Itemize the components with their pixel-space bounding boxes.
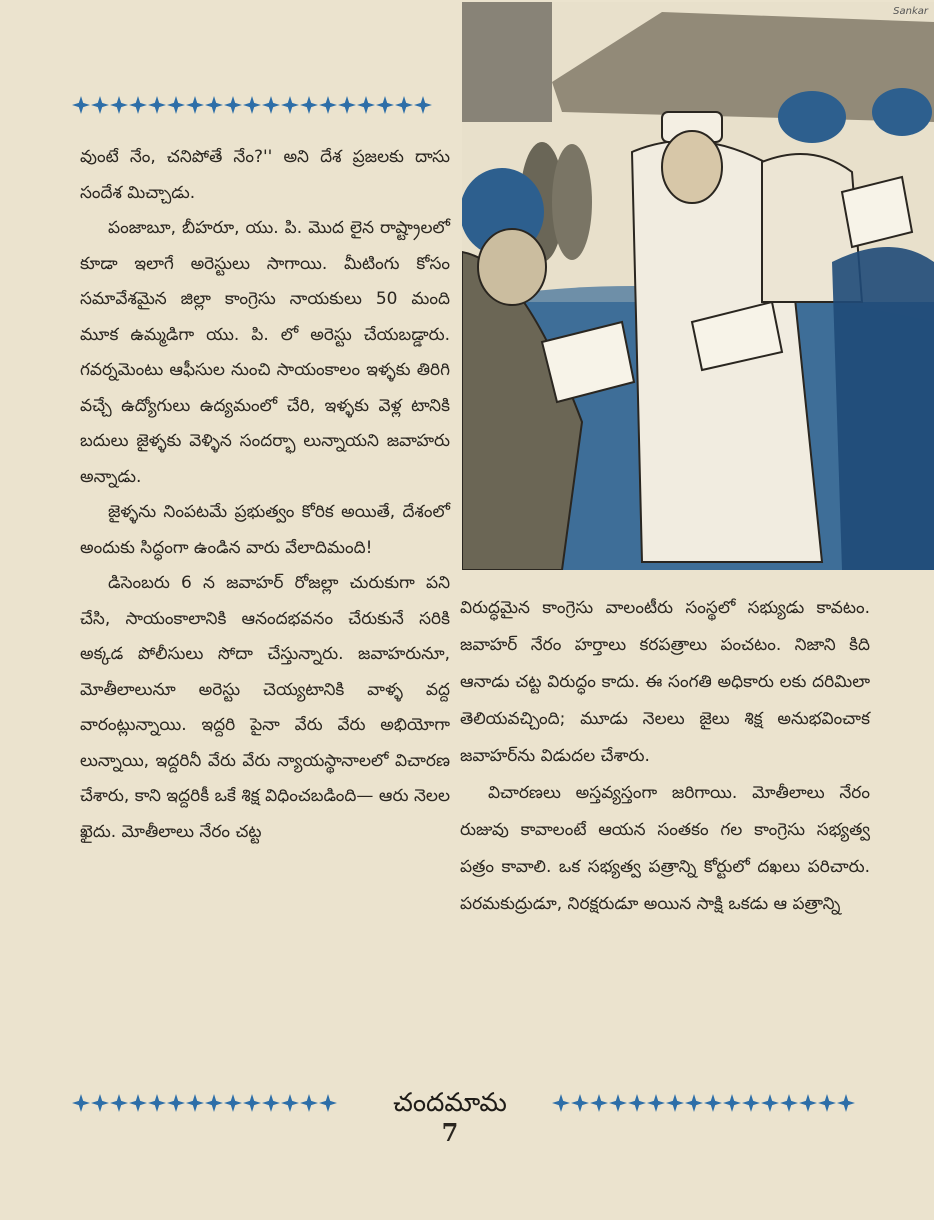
paragraph: వుంటే నేం, చనిపోతే నేం?'' అని దేశ ప్రజలకు దాసు సందేశ మిచ్చాడు. [80, 147, 450, 203]
left-text-column [80, 140, 450, 850]
ornament-star-icon [319, 96, 337, 114]
ornament-star-icon [799, 1094, 817, 1112]
ornament-star-icon [414, 96, 432, 114]
ornament-star-icon [666, 1094, 684, 1112]
ornament-star-icon [818, 1094, 836, 1112]
ornament-star-icon [338, 96, 356, 114]
ornament-star-icon [300, 96, 318, 114]
ornament-star-icon [685, 1094, 703, 1112]
ornament-star-icon [761, 1094, 779, 1112]
ornament-star-icon [704, 1094, 722, 1112]
ornament-star-icon [571, 1094, 589, 1112]
story-illustration [462, 2, 934, 570]
top-ornament-border [72, 96, 442, 116]
ornament-star-icon [590, 1094, 608, 1112]
ornament-star-icon [110, 1094, 128, 1112]
ornament-star-icon [129, 1094, 147, 1112]
ornament-star-icon [205, 1094, 223, 1112]
ornament-star-icon [224, 96, 242, 114]
page-number: 7 [441, 1118, 459, 1147]
ornament-star-icon [243, 96, 261, 114]
ornament-star-icon [628, 1094, 646, 1112]
paragraph: విచారణలు అస్తవ్యస్తంగా జరిగాయి. మోతీలాలు నేరం రుజువు కావాలంటే ఆయన సంతకం గల కాంగ్రెసు సభ్యత్వ పత్రం కావాలి. ఒక సభ్యత్వ పత్రాన్ని కోర్టులో దఖలు పరిచారు. పరమకుద్రుడూ, నిరక్షరుడూ అయిన సాక్షి ఒకడు ఆ పత్రాన్ని [460, 783, 870, 914]
ornament-star-icon [243, 1094, 261, 1112]
ornament-star-icon [148, 1094, 166, 1112]
footer-ornament-right [552, 1094, 870, 1114]
paragraph: జైళ్ళను నింపటమే ప్రభుత్వం కోరిక అయితే, దేశంలో అందుకు సిద్ధంగా ఉండిన వారు వేలాదిమంది! [80, 502, 450, 558]
ornament-star-icon [376, 96, 394, 114]
ornament-star-icon [319, 1094, 337, 1112]
paragraph: పంజాబూ, బీహరూ, యు. పి. మొద లైన రాష్ట్రాలలో కూడా ఇలాగే అరెస్టులు సాగాయి. మీటింగు కోసం సమావేశమైన జిల్లా కాంగ్రెసు నాయకులు 50 మంది మూక ఉమ్మడిగా యు. పి. లో అరెస్టు చేయబడ్డారు. గవర్నమెంటు ఆఫీసుల నుంచి సాయంకాలం ఇళ్ళకు తిరిగి వచ్చే ఉద్యోగులు ఉద్యమంలో చేరి, ఇళ్ళకు వెళ్ల టానికి బదులు జైళ్ళకు వెళ్ళిన సందర్భా లున్నాయని జవాహరు అన్నాడు. [80, 218, 450, 487]
ornament-star-icon [609, 1094, 627, 1112]
ornament-star-icon [110, 96, 128, 114]
ornament-star-icon [262, 96, 280, 114]
illustration-drawing [462, 2, 934, 570]
right-text-column [460, 590, 870, 923]
ornament-star-icon [148, 96, 166, 114]
ornament-star-icon [186, 96, 204, 114]
artist-signature: Sankar [893, 6, 928, 17]
ornament-star-icon [186, 1094, 204, 1112]
ornament-star-icon [780, 1094, 798, 1112]
ornament-star-icon [300, 1094, 318, 1112]
ornament-star-icon [167, 1094, 185, 1112]
ornament-star-icon [742, 1094, 760, 1112]
footer-ornament-left [72, 1094, 342, 1114]
ornament-star-icon [205, 96, 223, 114]
ornament-star-icon [647, 1094, 665, 1112]
ornament-star-icon [91, 96, 109, 114]
ornament-star-icon [552, 1094, 570, 1112]
ornament-star-icon [72, 1094, 90, 1112]
ornament-star-icon [167, 96, 185, 114]
ornament-star-icon [395, 96, 413, 114]
ornament-star-icon [91, 1094, 109, 1112]
ornament-star-icon [281, 96, 299, 114]
paragraph: డిసెంబరు 6 న జవాహర్ రోజల్లా చురుకుగా పని చేసి, సాయంకాలానికి ఆనందభవనం చేరుకునే సరికి అక్కడ పోలీసులు సోదా చేస్తున్నారు. జవాహరునూ, మోతీలాలునూ అరెస్టు చెయ్యటానికి వాళ్ళ వద్ద వారంట్లున్నాయి. ఇద్దరి పైనా వేరు వేరు అభియోగా లున్నాయి, ఇద్దరినీ వేరు వేరు న్యాయస్థానాలలో విచారణ చేశారు, కాని ఇద్దరికీ ఒకే శిక్ష విధించబడింది— ఆరు నెలల ఖైదు. మోతీలాలు నేరం చట్ట [80, 573, 450, 842]
ornament-star-icon [837, 1094, 855, 1112]
paragraph: విరుద్ధమైన కాంగ్రెసు వాలంటీరు సంస్థలో సభ్యుడు కావటం. జవాహర్ నేరం హర్తాలు కరపత్రాలు పంచటం. నిజాని కిది ఆనాడు చట్ట విరుద్ధం కాదు. ఈ సంగతి అధికారు లకు దరిమిలా తెలియవచ్చింది; మూడు నెలలు జైలు శిక్ష అనుభవించాక జవాహర్‌ను విడుదల చేశారు. [460, 598, 870, 766]
ornament-star-icon [723, 1094, 741, 1112]
ornament-star-icon [281, 1094, 299, 1112]
ornament-star-icon [224, 1094, 242, 1112]
ornament-star-icon [72, 96, 90, 114]
ornament-star-icon [262, 1094, 280, 1112]
ornament-star-icon [357, 96, 375, 114]
magazine-title: చందమామ [393, 1088, 507, 1118]
ornament-star-icon [129, 96, 147, 114]
